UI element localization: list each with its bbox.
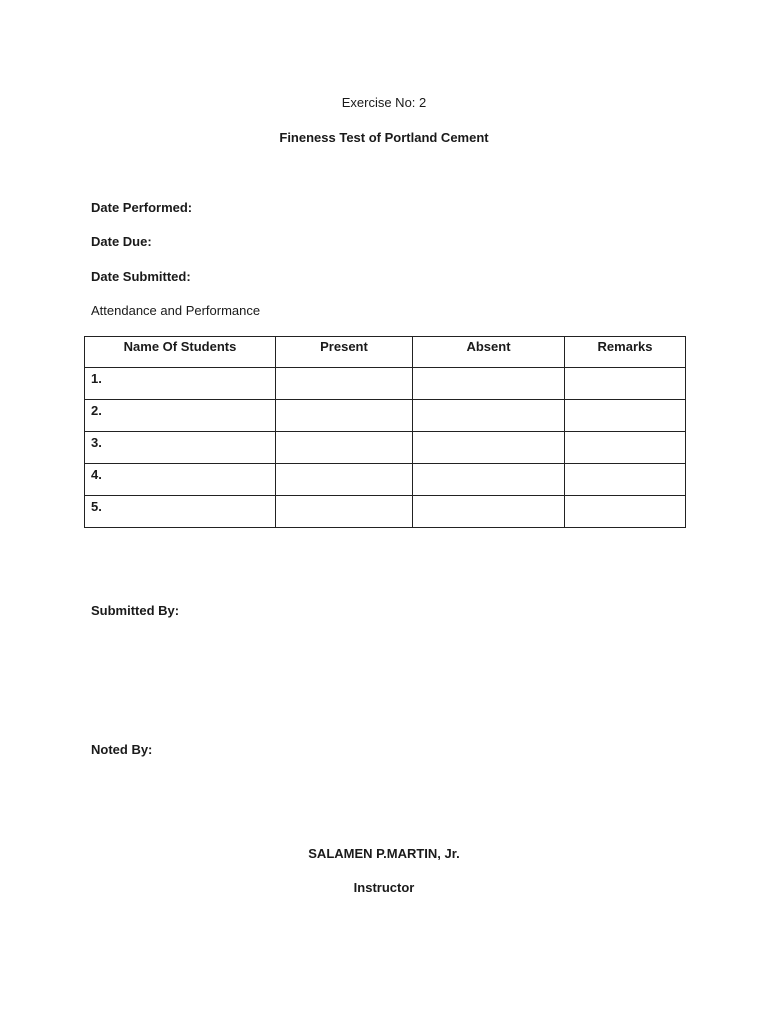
table-row	[85, 464, 686, 496]
date-performed-label: Date Performed:	[91, 200, 193, 215]
table-row	[85, 400, 686, 432]
absent-cell	[413, 432, 565, 464]
table-row	[85, 432, 686, 464]
noted-by-label: Noted By:	[91, 742, 153, 757]
date-submitted-label: Date Submitted:	[91, 269, 191, 284]
absent-cell	[413, 496, 565, 528]
exercise-number: Exercise No: 2	[341, 95, 427, 110]
instructor-title: Instructor	[353, 880, 415, 895]
remarks-cell	[565, 400, 686, 432]
header-remarks: Remarks	[565, 337, 686, 368]
table-row	[85, 368, 686, 400]
remarks-cell	[565, 496, 686, 528]
present-cell	[276, 368, 413, 400]
remarks-cell	[565, 368, 686, 400]
submitted-by-label: Submitted By:	[91, 603, 180, 618]
present-cell	[276, 496, 413, 528]
date-due-label: Date Due:	[91, 234, 152, 249]
absent-cell	[413, 464, 565, 496]
present-cell	[276, 400, 413, 432]
header-name-of-students: Name Of Students	[85, 337, 276, 368]
remarks-cell	[565, 432, 686, 464]
row-number: 4.	[85, 464, 276, 496]
attendance-label: Attendance and Performance	[91, 303, 261, 318]
document-title: Fineness Test of Portland Cement	[279, 130, 489, 145]
absent-cell	[413, 368, 565, 400]
present-cell	[276, 432, 413, 464]
row-number: 1.	[85, 368, 276, 400]
header-present: Present	[276, 337, 413, 368]
attendance-table	[84, 336, 686, 528]
table-row	[85, 496, 686, 528]
row-number: 2.	[85, 400, 276, 432]
remarks-cell	[565, 464, 686, 496]
instructor-name: SALAMEN P.MARTIN, Jr.	[308, 846, 460, 861]
row-number: 5.	[85, 496, 276, 528]
present-cell	[276, 464, 413, 496]
table-header-row	[85, 337, 686, 368]
absent-cell	[413, 400, 565, 432]
header-absent: Absent	[413, 337, 565, 368]
row-number: 3.	[85, 432, 276, 464]
